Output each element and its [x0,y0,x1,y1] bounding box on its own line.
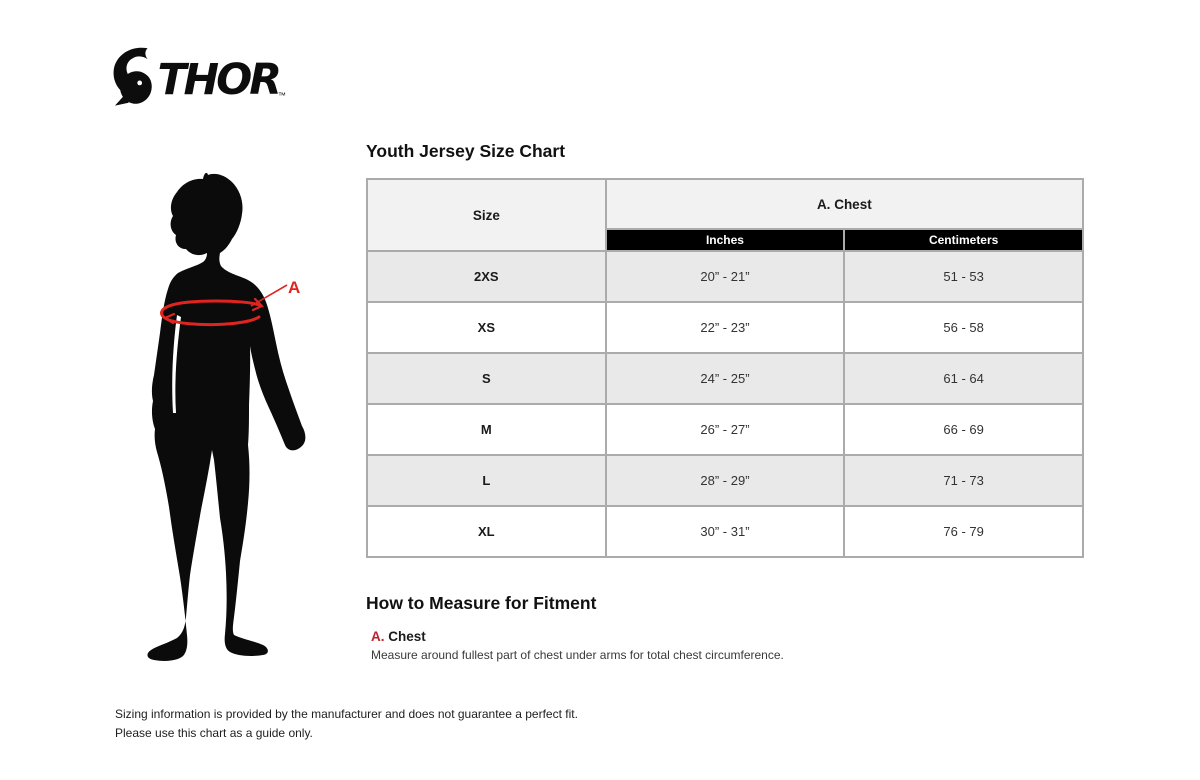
measure-heading: How to Measure for Fitment [366,593,597,613]
table-row [367,506,1083,557]
inches-cell: 26” - 27” [606,404,845,455]
chest-group-header: A. Chest [606,179,1083,229]
size-cell: S [367,353,606,404]
inches-cell: 24” - 25” [606,353,845,404]
chest-label: A [288,278,301,297]
table-row [367,353,1083,404]
inches-cell: 30” - 31” [606,506,845,557]
group-header-row [367,179,1083,229]
measure-item-chest [366,629,1084,663]
cm-cell: 56 - 58 [844,302,1083,353]
cm-cell: 66 - 69 [844,404,1083,455]
centimeters-header: Centimeters [844,229,1083,251]
measure-letter: A. [371,629,385,644]
size-column-header: Size [367,179,606,251]
cm-cell: 76 - 79 [844,506,1083,557]
size-chart-table [366,178,1084,558]
table-row [367,455,1083,506]
logo-wordmark: THOR [157,55,280,105]
inches-cell: 28” - 29” [606,455,845,506]
table-row [367,404,1083,455]
logo-trademark: ™ [278,90,287,100]
size-cell: 2XS [367,251,606,302]
size-cell: XS [367,302,606,353]
table-row [367,251,1083,302]
measurement-diagram [147,165,317,670]
size-cell: L [367,455,606,506]
measure-item-title [371,629,1084,645]
main-content [366,141,1084,663]
cm-cell: 51 - 53 [844,251,1083,302]
inches-header: Inches [606,229,845,251]
size-cell: M [367,404,606,455]
child-silhouette [147,173,305,661]
cm-cell: 71 - 73 [844,455,1083,506]
disclaimer-line-1: Sizing information is provided by the manufacturer and does not guarantee a perfect fit. [115,707,578,721]
thor-logo [112,46,290,106]
measure-name-text: Chest [388,629,426,644]
inches-cell: 20” - 21” [606,251,845,302]
page-title: Youth Jersey Size Chart [366,141,566,161]
disclaimer-line-2: Please use this chart as a guide only. [115,726,313,740]
how-to-measure-section [366,593,1084,663]
ram-head-icon [114,48,152,106]
cm-cell: 61 - 64 [844,353,1083,404]
measure-description: Measure around fullest part of chest under arms for total chest circumference. [371,648,784,662]
sizing-disclaimer [115,705,578,743]
inches-cell: 22” - 23” [606,302,845,353]
table-row [367,302,1083,353]
size-cell: XL [367,506,606,557]
